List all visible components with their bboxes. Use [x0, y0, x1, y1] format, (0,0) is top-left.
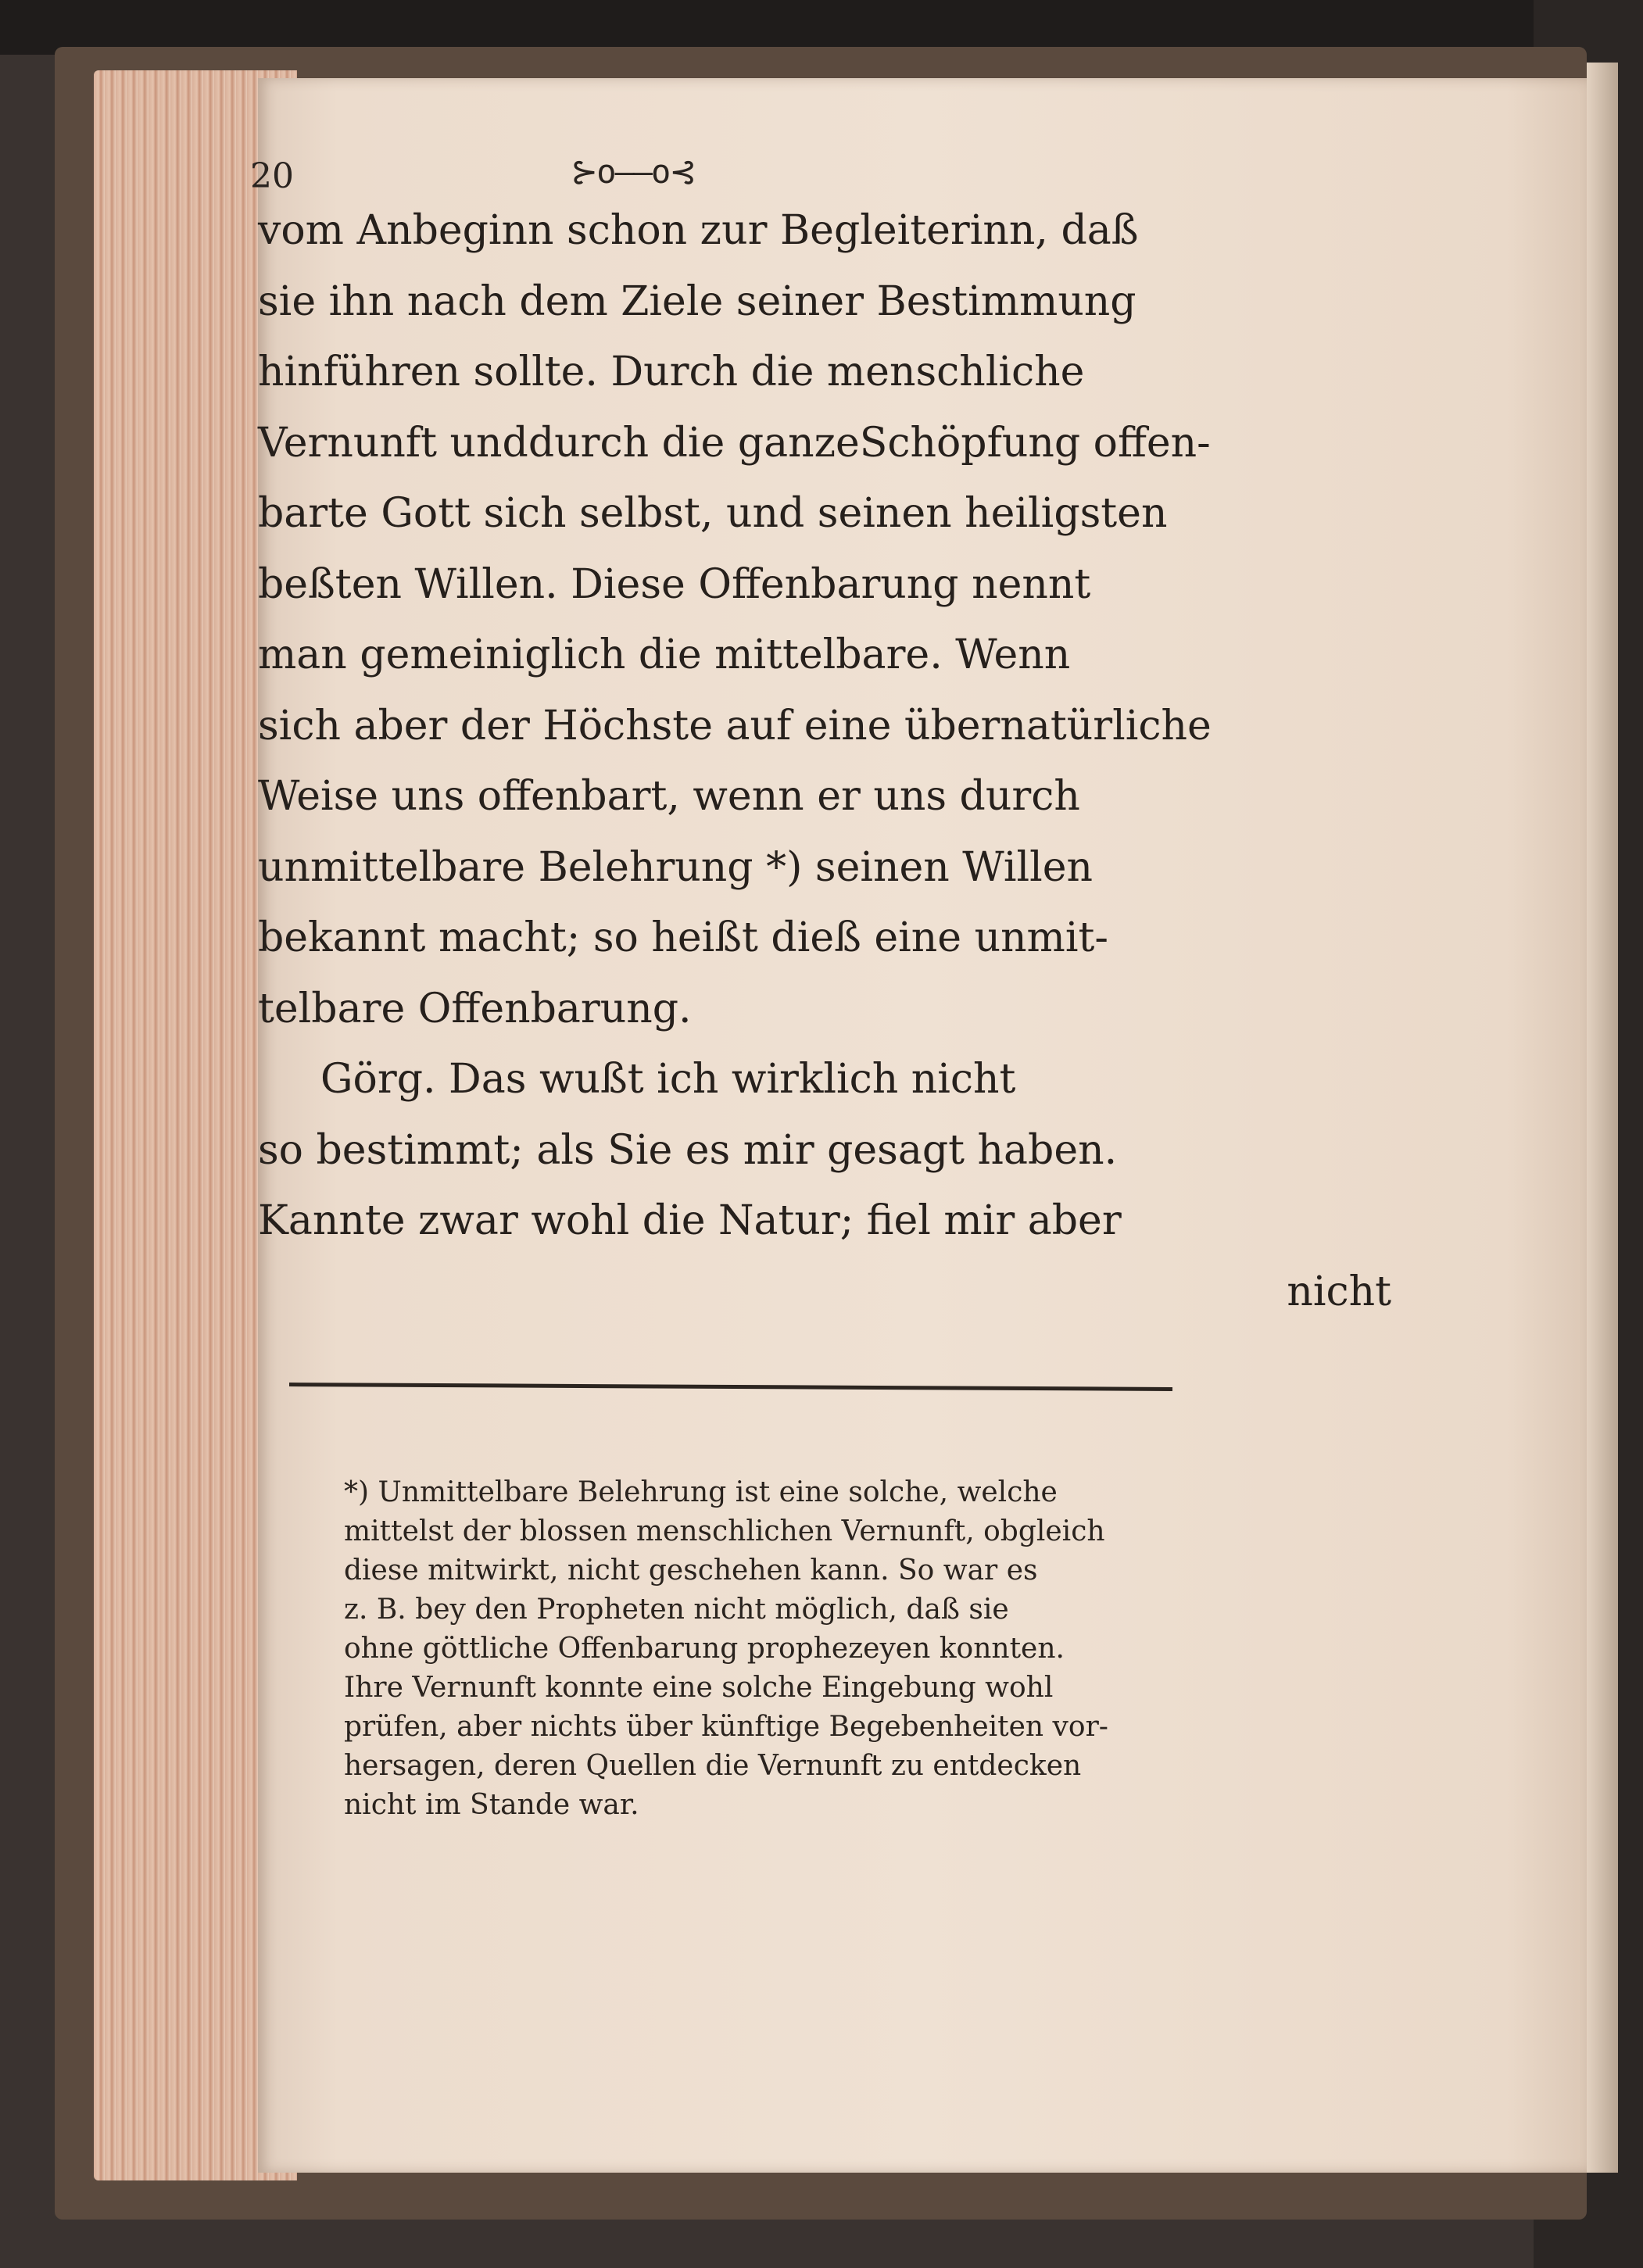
text-line: sich aber der Höchste auf eine übernatürliche [258, 702, 1212, 749]
footnote-line: z. B. bey den Propheten nicht möglich, daß sie [344, 1594, 1009, 1626]
text-line: Vernunft unddurch die ganzeSchöpfung offen- [258, 419, 1211, 467]
text-line: Görg. Das wußt ich wirklich nicht [320, 1056, 1016, 1103]
text-line: telbare Offenbarung. [258, 985, 692, 1032]
footnote-line: diese mitwirkt, nicht geschehen kann. So war es [344, 1554, 1038, 1587]
main-text [258, 195, 1415, 1327]
header-ornament: ⊱o——o⊰ [571, 152, 696, 191]
text-line: so bestimmt; als Sie es mir gesagt haben. [258, 1126, 1118, 1174]
facing-page-edge [1587, 63, 1618, 2173]
text-line: sie ihn nach dem Ziele seiner Bestimmung [258, 277, 1136, 325]
footnote-line: hersagen, deren Quellen die Vernunft zu entdecken [344, 1750, 1082, 1782]
footnote [344, 1473, 1172, 1825]
page-number: 20 [250, 156, 294, 196]
text-line: Weise uns offenbart, wenn er uns durch [258, 773, 1080, 820]
text-line: barte Gott sich selbst, und seinen heiligsten [258, 490, 1168, 537]
footnote-line: *) Unmittelbare Belehrung ist eine solche, welche [344, 1476, 1058, 1508]
footnote-line: ohne göttliche Offenbarung prophezeyen konnten. [344, 1633, 1065, 1665]
text-line: beßten Willen. Diese Offenbarung nennt [258, 560, 1091, 608]
text-line: vom Anbeginn schon zur Begleiterinn, daß [258, 207, 1139, 254]
text-line: man gemeiniglich die mittelbare. Wenn [258, 631, 1071, 678]
text-line: hinführen sollte. Durch die menschliche [258, 349, 1085, 395]
footnote-line: nicht im Stande war. [344, 1789, 639, 1821]
footnote-line: Ihre Vernunft konnte eine solche Eingebung wohl [344, 1672, 1054, 1704]
footnote-line: prüfen, aber nichts über künftige Begebenheiten vor- [344, 1711, 1108, 1743]
catchword: nicht [1287, 1268, 1391, 1315]
text-line: Kannte zwar wohl die Natur; fiel mir aber [258, 1197, 1122, 1244]
text-line: unmittelbare Belehrung *) seinen Willen [258, 843, 1093, 891]
text-line: bekannt macht; so heißt dieß eine unmit- [258, 914, 1108, 961]
footnote-line: mittelst der blossen menschlichen Vernunft, obgleich [344, 1515, 1105, 1547]
